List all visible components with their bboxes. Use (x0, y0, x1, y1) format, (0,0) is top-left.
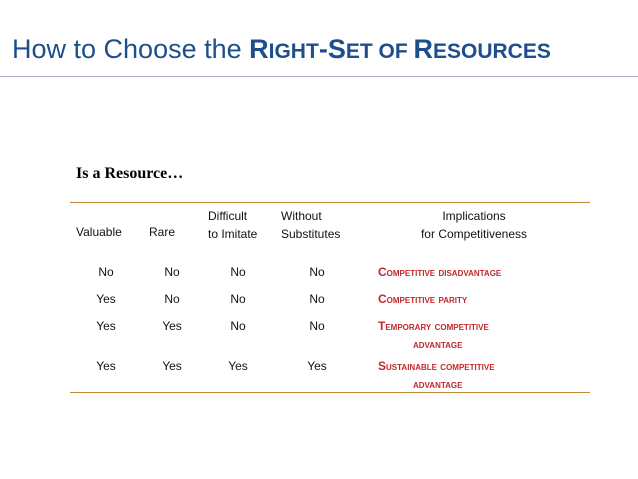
cell-valuable: Yes (96, 292, 116, 306)
title-set-initial: S (327, 34, 346, 64)
header-difficult-line1: Difficult (208, 209, 248, 223)
title-right-initial: R (249, 34, 269, 64)
title-resources-rest: ESOURCES (433, 40, 551, 63)
title-divider (0, 76, 638, 77)
title-dash: - (318, 34, 328, 64)
cell-implication (378, 357, 495, 393)
cell-valuable: Yes (96, 359, 116, 373)
cell-substitutes: No (309, 265, 325, 279)
cell-substitutes: No (309, 292, 325, 306)
header-without-line2: Substitutes (281, 227, 341, 241)
page-title (12, 34, 551, 65)
title-resources-initial: R (413, 34, 433, 64)
cell-implication (378, 263, 501, 281)
implication-line1: Competitive disadvantage (378, 265, 502, 279)
title-text: How to Choose the (12, 34, 250, 64)
implication-line1: Temporary competitive (378, 319, 489, 333)
table-bottom-rule (70, 392, 590, 393)
cell-valuable: Yes (96, 319, 116, 333)
title-right-rest: IGHT (268, 40, 319, 63)
cell-difficult: No (230, 319, 246, 333)
cell-rare: Yes (162, 359, 182, 373)
implication-line1: Competitive parity (378, 292, 468, 306)
header-implications-line1: Implications (442, 209, 506, 223)
header-without-substitutes (281, 207, 340, 243)
cell-substitutes: No (309, 319, 325, 333)
cell-rare: No (164, 292, 180, 306)
header-rare: Rare (149, 225, 176, 239)
cell-rare: Yes (162, 319, 182, 333)
implication-line1: Sustainable competitive (378, 359, 495, 373)
cell-rare: No (164, 265, 180, 279)
implication-line2: advantage (413, 377, 463, 391)
header-implications-line2: for Competitiveness (420, 227, 528, 241)
cell-difficult: No (230, 265, 246, 279)
header-implications (421, 207, 527, 243)
table-subheading: Is a Resource… (76, 165, 184, 182)
implication-line2: advantage (413, 337, 463, 351)
cell-difficult: No (230, 292, 246, 306)
cell-implication (378, 317, 489, 353)
header-without-line1: Without (281, 209, 322, 223)
table-top-rule (70, 202, 590, 203)
cell-difficult: Yes (228, 359, 248, 373)
header-difficult-to-imitate (208, 207, 257, 243)
header-difficult-line2: to Imitate (208, 227, 258, 241)
cell-valuable: No (98, 265, 114, 279)
cell-implication (378, 290, 467, 308)
cell-substitutes: Yes (307, 359, 327, 373)
title-set-rest: ET OF (345, 40, 414, 63)
header-valuable: Valuable (76, 225, 122, 239)
